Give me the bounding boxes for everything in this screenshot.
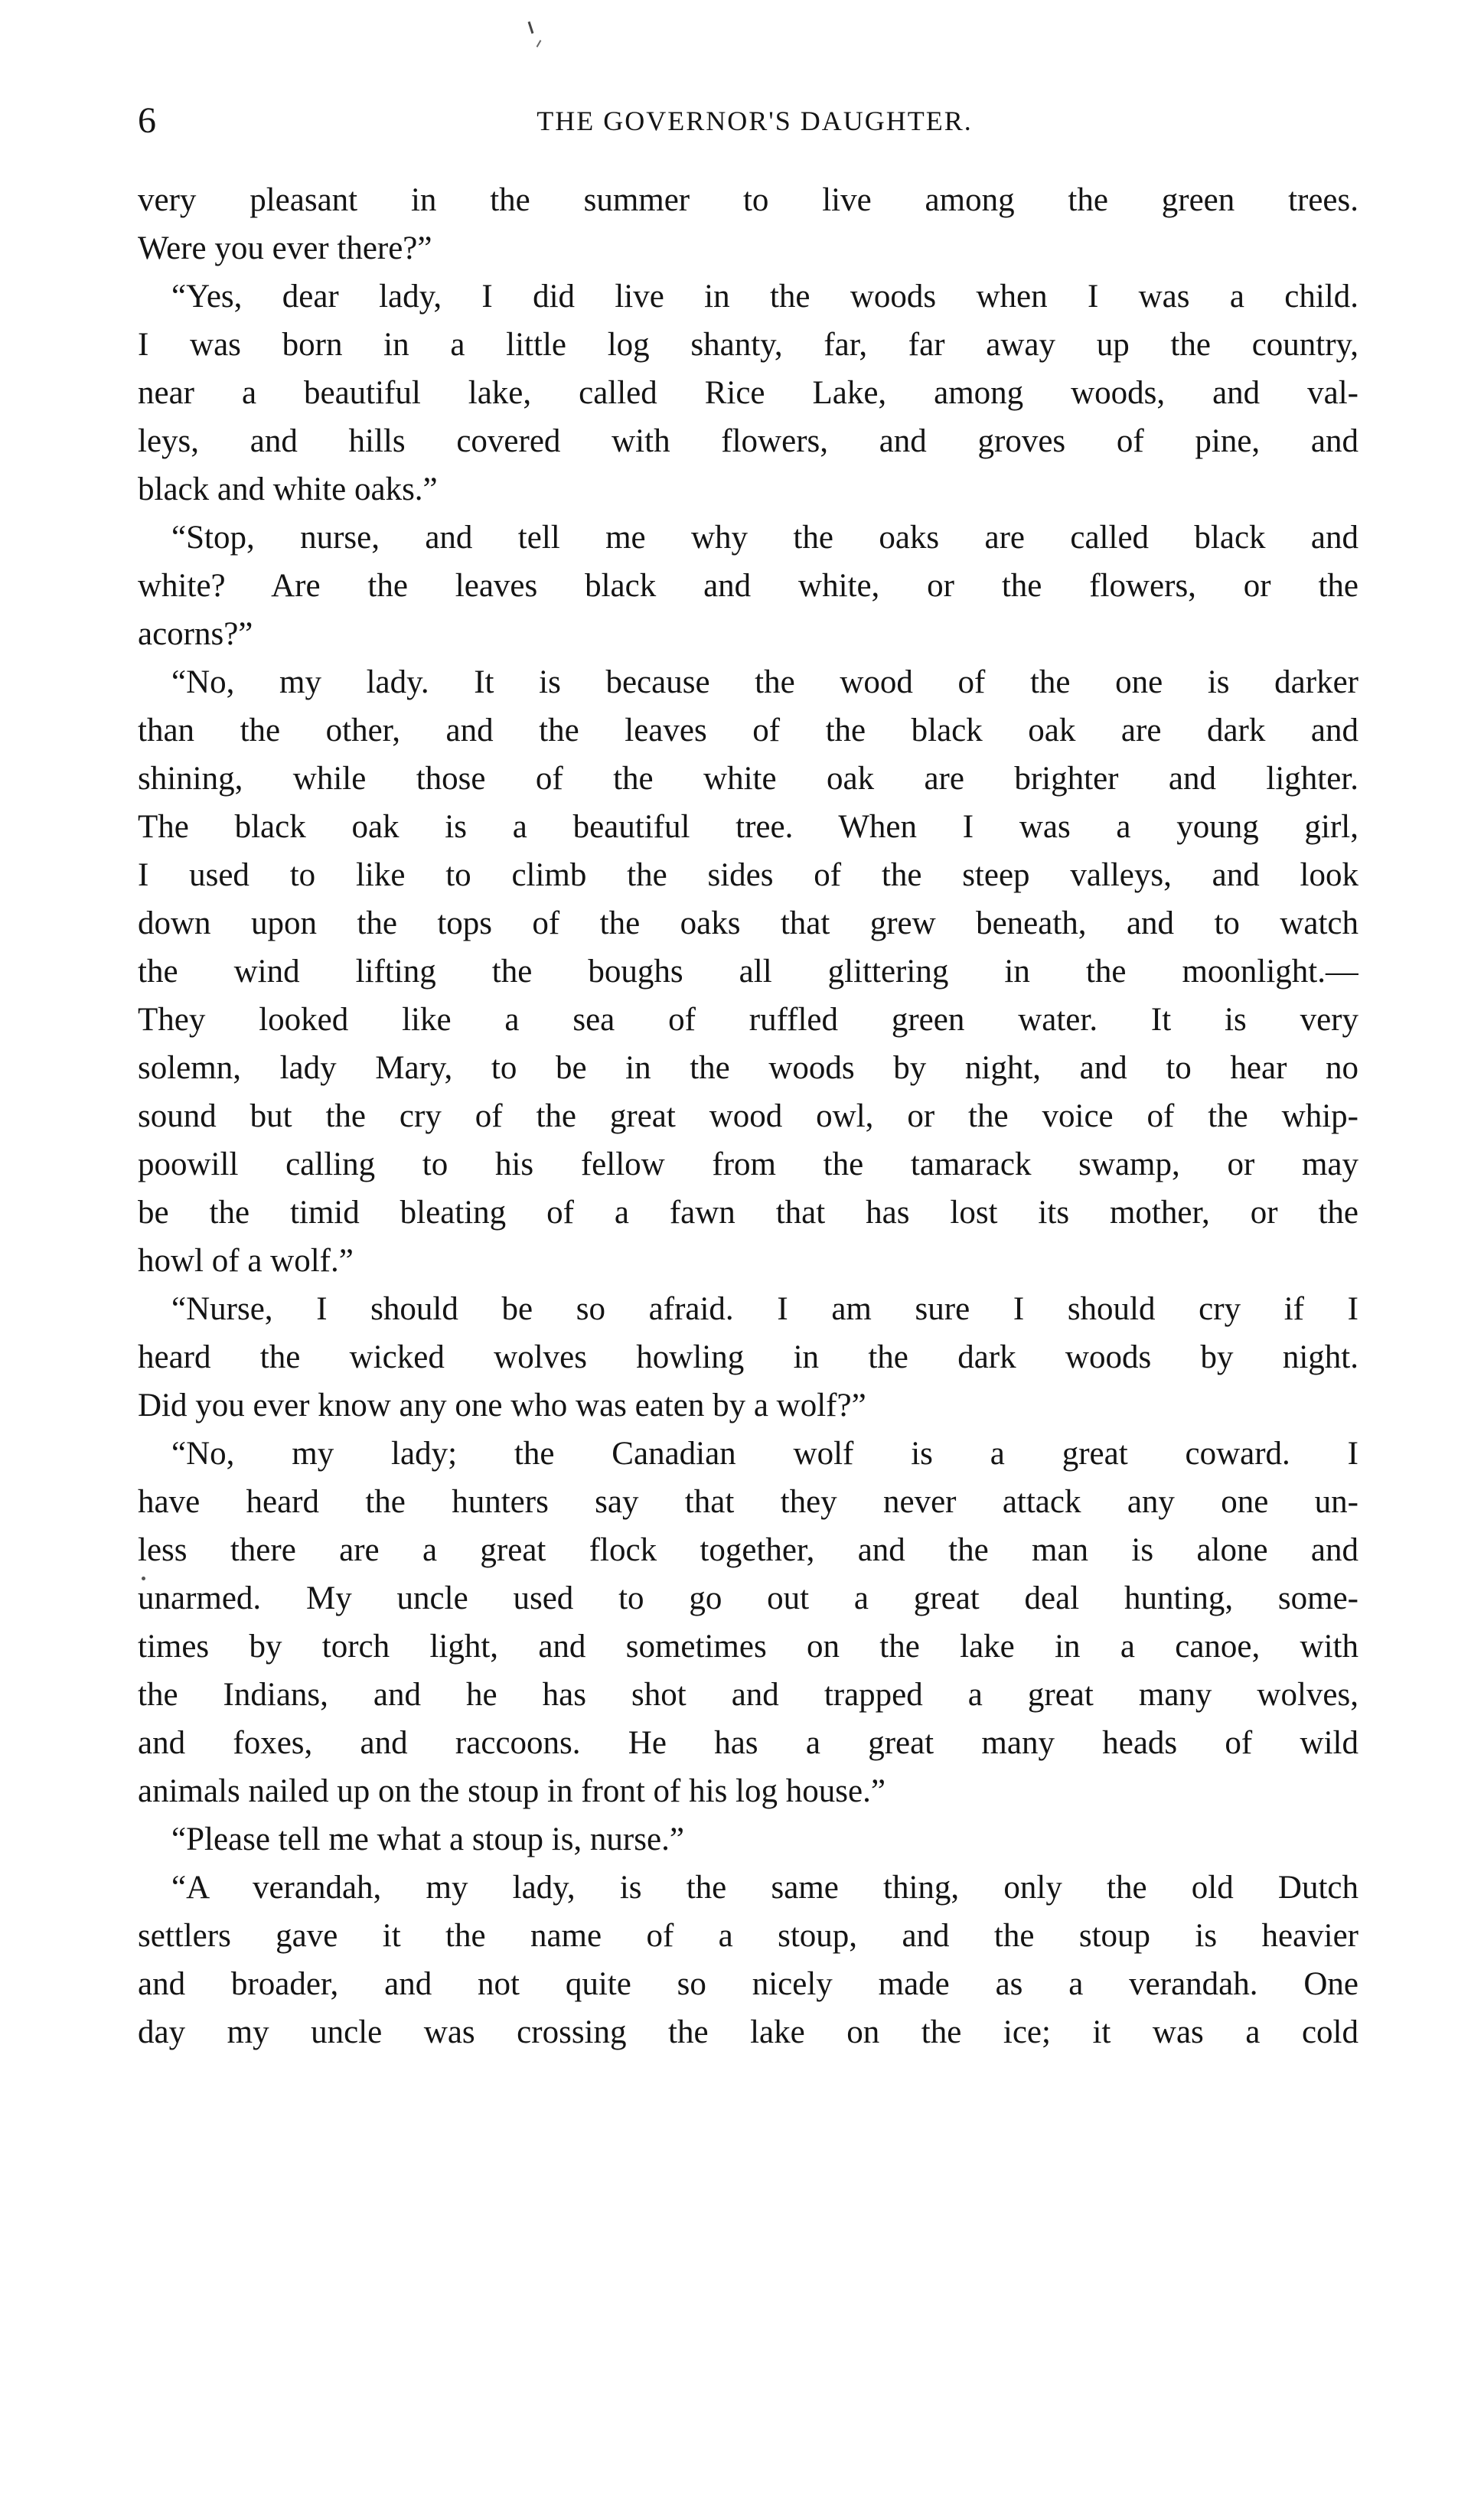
text-line: “Nurse, I should be so afraid. I am sure I should cry if I	[171, 1291, 1358, 1327]
text-line: day my uncle was crossing the lake on the ice; it was a cold	[138, 2014, 1358, 2050]
ink-speck	[528, 21, 534, 34]
text-line: I was born in a little log shanty, far, far away up the country,	[138, 327, 1358, 363]
text-line: They looked like a sea of ruffled green water. It is very	[138, 1002, 1358, 1038]
text-line: “No, my lady; the Canadian wolf is a great coward. I	[171, 1436, 1358, 1472]
text-line: white? Are the leaves black and white, or the flowers, or the	[138, 568, 1358, 604]
page-number: 6	[138, 100, 156, 141]
text-line: down upon the tops of the oaks that grew beneath, and to watch	[138, 905, 1358, 941]
text-line: times by torch light, and sometimes on the lake in a canoe, with	[138, 1629, 1358, 1665]
text-line: settlers gave it the name of a stoup, and the stoup is heavier	[138, 1918, 1358, 1954]
text-line: the Indians, and he has shot and trapped a great many wolves,	[138, 1677, 1358, 1713]
body-text	[138, 176, 1358, 2056]
text-line: the wind lifting the boughs all glittering in the moonlight.—	[138, 954, 1358, 990]
text-line: unarmed. My uncle used to go out a great deal hunting, some-	[138, 1580, 1358, 1616]
text-line: leys, and hills covered with flowers, and groves of pine, and	[138, 423, 1358, 459]
text-line: I used to like to climb the sides of the steep valleys, and look	[138, 857, 1358, 893]
text-line: very pleasant in the summer to live among the green trees.	[138, 182, 1358, 218]
text-line: Were you ever there?”	[138, 230, 432, 266]
text-line: near a beautiful lake, called Rice Lake, among woods, and val-	[138, 375, 1358, 411]
text-line: and broader, and not quite so nicely made as a verandah. One	[138, 1966, 1358, 2002]
text-line: have heard the hunters say that they never attack any one un-	[138, 1484, 1358, 1520]
text-line: acorns?”	[138, 616, 253, 652]
text-line: than the other, and the leaves of the black oak are dark and	[138, 713, 1358, 748]
text-line: black and white oaks.”	[138, 471, 438, 507]
ink-speck	[537, 40, 542, 47]
text-line: “A verandah, my lady, is the same thing, only the old Dutch	[171, 1870, 1358, 1906]
text-line: solemn, lady Mary, to be in the woods by night, and to hear no	[138, 1050, 1358, 1086]
text-line: be the timid bleating of a fawn that has lost its mother, or the	[138, 1195, 1358, 1231]
text-line: “No, my lady. It is because the wood of the one is darker	[171, 664, 1358, 700]
text-line: “Please tell me what a stoup is, nurse.”	[171, 1821, 684, 1857]
text-line: and foxes, and raccoons. He has a great many heads of wild	[138, 1725, 1358, 1761]
text-line: “Yes, dear lady, I did live in the woods when I was a child.	[171, 279, 1358, 315]
text-line: animals nailed up on the stoup in front of his log house.”	[138, 1773, 886, 1809]
text-line: less there are a great flock together, and the man is alone and	[138, 1532, 1358, 1568]
text-line: shining, while those of the white oak are brighter and lighter.	[138, 761, 1358, 797]
text-line: sound but the cry of the great wood owl, or the voice of the whip-	[138, 1098, 1358, 1134]
text-line: heard the wicked wolves howling in the dark woods by night.	[138, 1339, 1358, 1375]
running-title: THE GOVERNOR'S DAUGHTER.	[537, 106, 973, 136]
text-line: “Stop, nurse, and tell me why the oaks are called black and	[171, 520, 1358, 556]
text-line: poowill calling to his fellow from the tamarack swamp, or may	[138, 1146, 1358, 1182]
running-head	[135, 98, 1352, 144]
text-line: The black oak is a beautiful tree. When I was a young girl,	[138, 809, 1358, 845]
text-line: howl of a wolf.”	[138, 1243, 354, 1279]
text-line: Did you ever know any one who was eaten by a wolf?”	[138, 1388, 866, 1423]
